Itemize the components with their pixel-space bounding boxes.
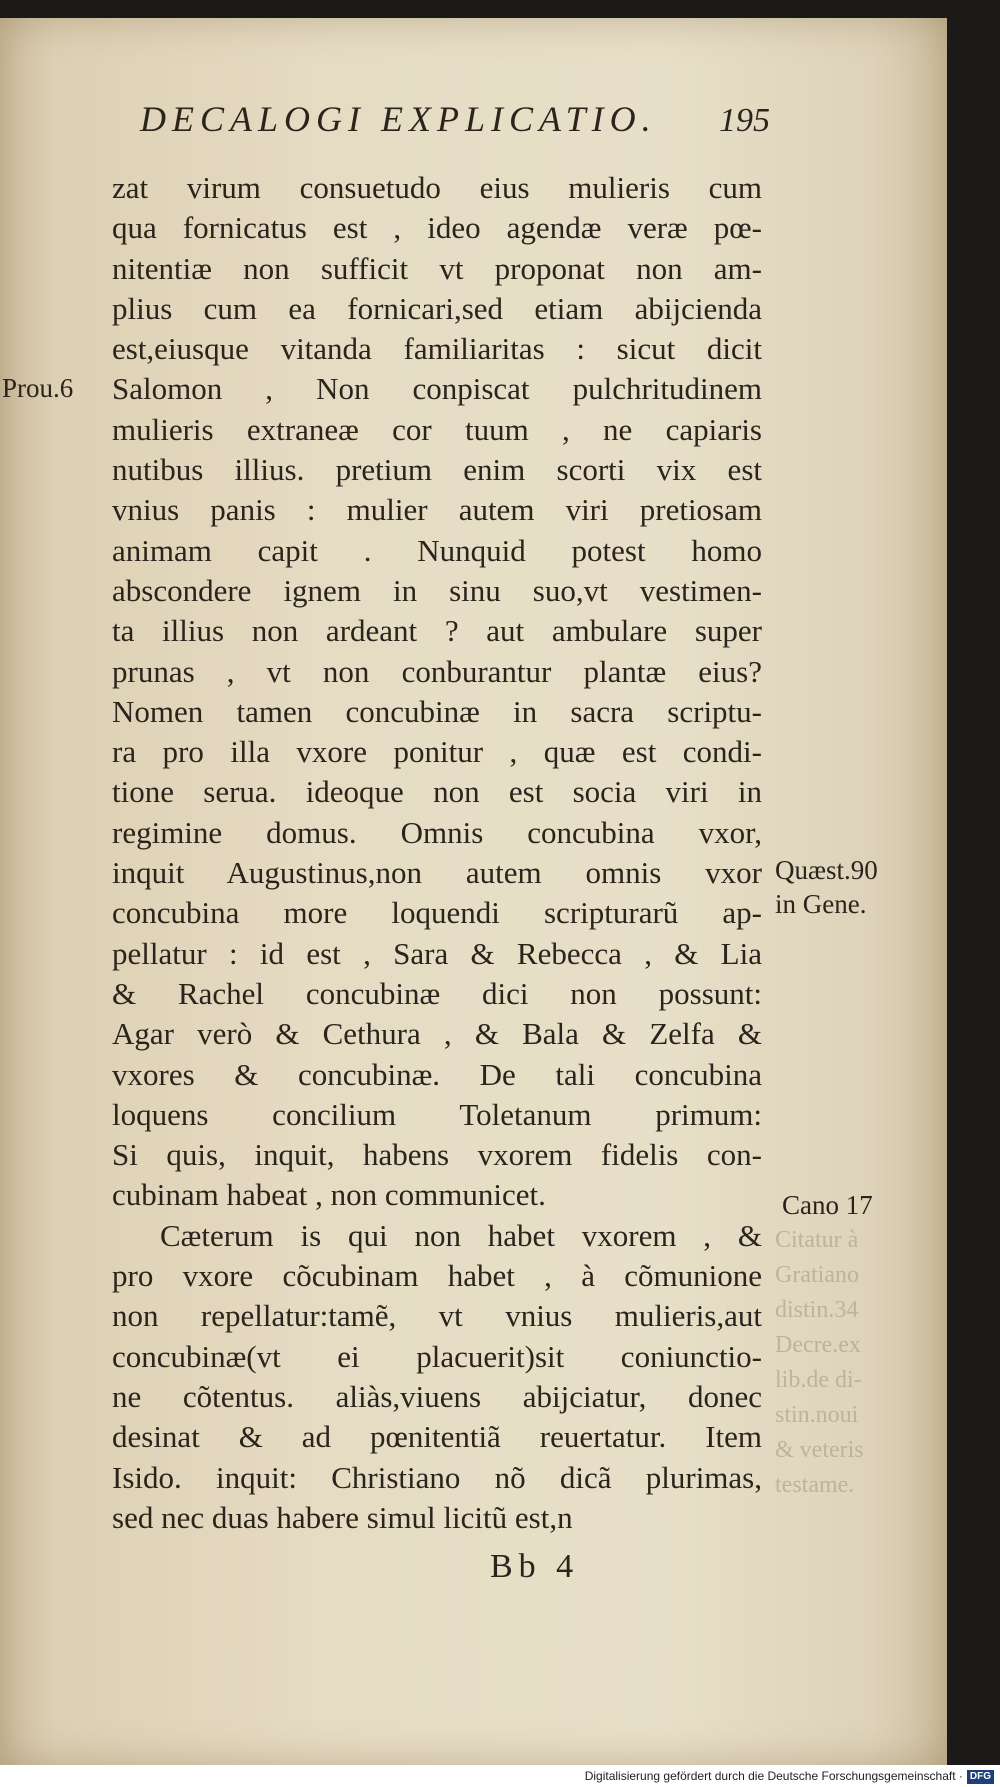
faded-line: testame.	[775, 1472, 855, 1498]
text-line: vnius panis : mulier autem viri pretiosam	[112, 492, 762, 528]
text-line: ra pro illa vxore ponitur , quæ est condi-	[112, 734, 762, 770]
text-line: prunas , vt non conburantur plantæ eius?	[112, 653, 762, 689]
dfg-logo: DFG	[967, 1770, 994, 1784]
text-line: ta illius non ardeant ? aut ambulare super	[112, 613, 762, 649]
margin-note-proverbs: Prou.6	[2, 373, 74, 403]
text-line: est,eiusque vitanda familiaritas : sicut dicit	[112, 331, 762, 367]
running-title: DECALOGI EXPLICATIO.	[140, 99, 657, 139]
text-line: tione serua. ideoque non est socia viri in	[112, 774, 762, 810]
text-line: inquit Augustinus,non autem omnis vxor	[112, 855, 762, 891]
faded-line: Decre.ex	[775, 1332, 861, 1358]
text-line: nutibus illius. pretium enim scorti vix est	[112, 452, 762, 488]
page-number: 195	[719, 102, 770, 139]
text-line: qua fornicatus est , ideo agendæ veræ pœ-	[112, 210, 762, 246]
footer-credit: Digitalisierung gefördert durch die Deutsche Forschungsgemeinschaft ·	[584, 1769, 963, 1783]
text-line: vxores & concubinæ. De tali concubina	[112, 1056, 762, 1092]
running-head	[140, 98, 770, 140]
margin-note-line: in Gene.	[775, 889, 867, 919]
text-line: loquens concilium Toletanum primum:	[112, 1096, 762, 1132]
text-line: concubina more loquendi scripturarũ ap-	[112, 895, 762, 931]
text-line: zat virum consuetudo eius mulieris cum	[112, 170, 762, 205]
faded-line: distin.34	[775, 1297, 859, 1323]
faded-line: stin.noui	[775, 1402, 859, 1428]
text-line: Isido. inquit: Christiano nõ dicã plurimas,	[112, 1459, 762, 1495]
faded-line: & veteris	[775, 1437, 864, 1463]
text-line: Agar verò & Cethura , & Bala & Zelfa &	[112, 1016, 762, 1052]
text-line: cubinam habeat , non communicet.	[112, 1177, 546, 1213]
text-line: desinat & ad pœnitentiã reuertatur. Item	[112, 1419, 762, 1455]
book-page	[0, 18, 947, 1765]
text-line: mulieris extraneæ cor tuum , ne capiaris	[112, 411, 762, 447]
text-line: nitentiæ non sufficit vt proponat non am-	[112, 250, 762, 286]
margin-note-canon: Cano 17	[782, 1190, 873, 1220]
margin-note-line: Quæst.90	[775, 855, 878, 885]
text-line: Cæterum is qui non habet vxorem , &	[160, 1217, 762, 1253]
text-line: non repellatur:tamẽ, vt vnius mulieris,aut	[112, 1298, 762, 1334]
text-line: Salomon , Non conpiscat pulchritudinem	[112, 371, 762, 407]
text-line: & Rachel concubinæ dici non possunt:	[112, 975, 762, 1011]
text-line: plius cum ea fornicari,sed etiam abijcienda	[112, 290, 762, 326]
faded-line: Gratiano	[775, 1262, 859, 1288]
text-line: pro vxore cõcubinam habet , à cõmunione	[112, 1258, 762, 1294]
text-line: Si quis, inquit, habens vxorem fidelis con-	[112, 1137, 762, 1173]
text-line: Nomen tamen concubinæ in sacra scriptu-	[112, 693, 762, 729]
body-text	[112, 168, 762, 1538]
text-line: abscondere ignem in sinu suo,vt vestimen-	[112, 572, 762, 608]
text-line: pellatur : id est , Sara & Rebecca , & Lia	[112, 935, 762, 971]
text-line: sed nec duas habere simul licitũ est,n	[112, 1499, 573, 1535]
faded-line: Citatur à	[775, 1227, 859, 1253]
digitization-footer	[0, 1765, 1000, 1787]
text-line: animam capit . Nunquid potest homo	[112, 532, 762, 568]
text-line: ne cõtentus. aliàs,viuens abijciatur, donec	[112, 1378, 762, 1414]
faded-line: lib.de di-	[775, 1367, 862, 1393]
faded-margin-note	[775, 1223, 864, 1503]
signature-mark: Bb 4	[490, 1548, 580, 1585]
text-line: regimine domus. Omnis concubina vxor,	[112, 814, 762, 850]
margin-note-augustine	[775, 853, 878, 921]
text-line: concubinæ(vt ei placuerit)sit coniunctio-	[112, 1338, 762, 1374]
